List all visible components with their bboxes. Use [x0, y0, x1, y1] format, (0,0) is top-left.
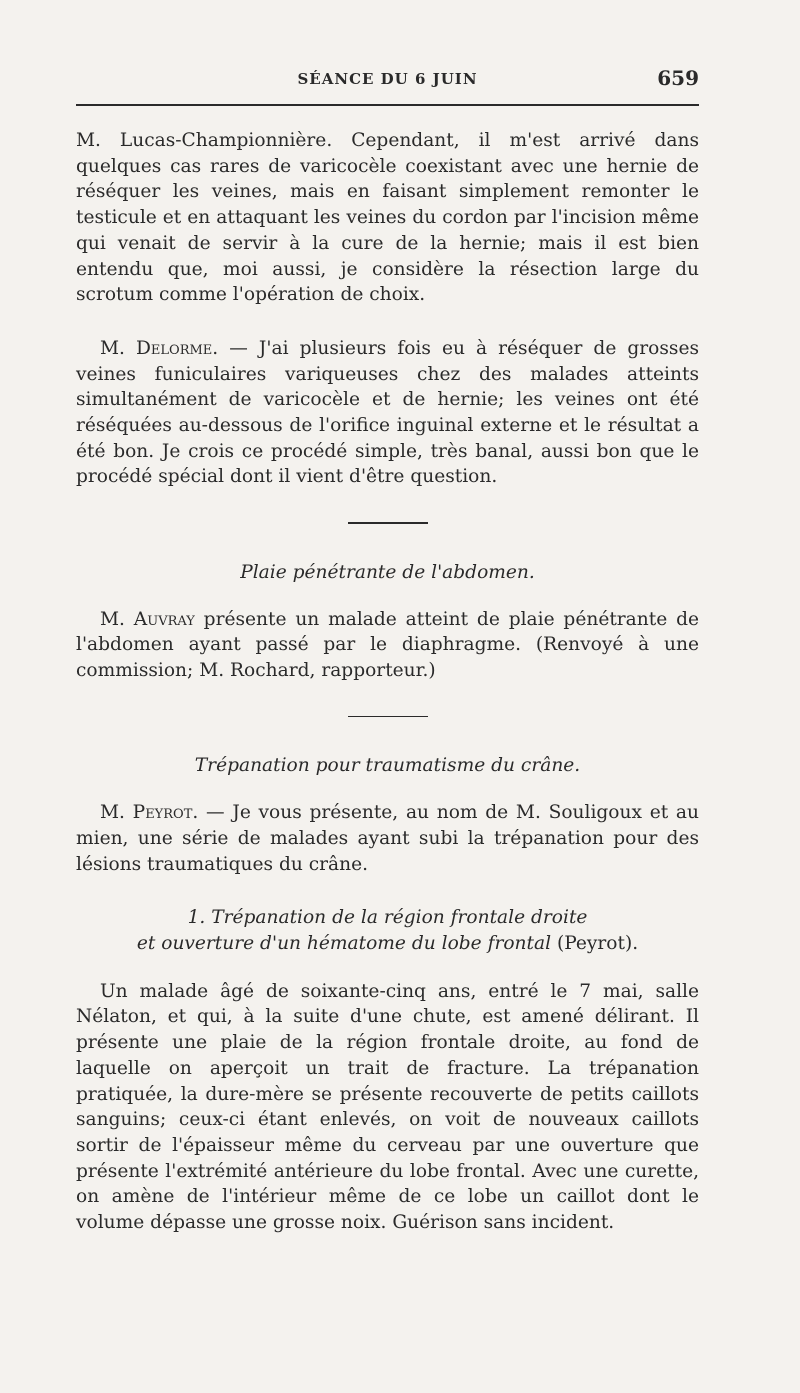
paragraph-delorme	[76, 336, 699, 490]
paragraph-lucas-championniere: M. Lucas-Championnière. Cependant, il m'est arrivé dans quelques cas rares de varicocèle coexistant avec une hernie de réséquer les veines, mais en faisant simplement remonter le testicule et en attaquant les veines du cordon par l'incision même qui venait de servir à la cure de la hernie; mais il est bien entendu que, moi aussi, je considère la résection large du scrotum comme l'opération de choix.	[76, 130, 699, 306]
case-subheading-line2	[76, 931, 699, 957]
running-head-title: SÉANCE DU 6 JUIN	[297, 70, 478, 88]
section-heading-plaie: Plaie pénétrante de l'abdomen.	[240, 561, 535, 583]
page-number: 659	[657, 66, 699, 90]
section-heading-trepanation: Trépanation pour traumatisme du crâne.	[194, 755, 581, 777]
header-rule	[76, 104, 699, 106]
paragraph-peyrot-text: — Je vous présente, au nom de M. Souligoux et au mien, une série de malades ayant subi la trépanation pour des lésions traumatiques du crâne.	[76, 802, 699, 875]
case-subheading	[76, 905, 699, 956]
running-head	[76, 60, 699, 100]
speaker-auvray: M. Auvray	[100, 608, 195, 630]
page	[76, 60, 699, 1236]
paragraph-auvray-text: présente un malade atteint de plaie pénétrante de l'abdomen ayant passé par le diaphragme. (Renvoyé à une commission; M. Rochard, rapporteur.)	[76, 608, 699, 682]
speaker-peyrot: M. Peyrot.	[100, 802, 199, 824]
case-subheading-author: (Peyrot).	[551, 933, 639, 955]
case-subheading-line2-italic: et ouverture d'un hématome du lobe frontal	[136, 933, 552, 955]
speaker-delorme: M. Delorme.	[100, 337, 219, 359]
paragraph-delorme-text: — J'ai plusieurs fois eu à réséquer de grosses veines funiculaires variqueuses chez des malades atteints simultanément de varicocèle et de hernie; les veines ont été réséquées au-dessous de l'orifice inguinal externe et le résultat a été bon. Je crois ce procédé simple, très banal, aussi bon que le procédé spécial dont il vient d'être question.	[76, 337, 700, 488]
paragraph-case-1: Un malade âgé de soixante-cinq ans, entré le 7 mai, salle Nélaton, et qui, à la suite d'une chute, est amené délirant. Il présente une plaie de la région frontale droite, au fond de laquelle on aperçoit un trait de fracture. La trépanation pratiquée, la dure-mère se présente recouverte de petits caillots sanguins; ceux-ci étant enlevés, on voit de nouveaux caillots sortir de l'épaisseur même du cerveau par une ouverture que présente l'extrémité antérieure du lobe frontal. Avec une curette, on amène de l'intérieur même de ce lobe un caillot dont le volume dépasse une grosse noix. Guérison sans incident.	[76, 980, 699, 1234]
paragraph-peyrot	[76, 800, 699, 877]
section-divider	[348, 716, 428, 718]
section-divider	[348, 522, 428, 524]
case-subheading-line1: 1. Trépanation de la région frontale droite	[187, 907, 588, 929]
paragraph-auvray	[76, 607, 699, 684]
